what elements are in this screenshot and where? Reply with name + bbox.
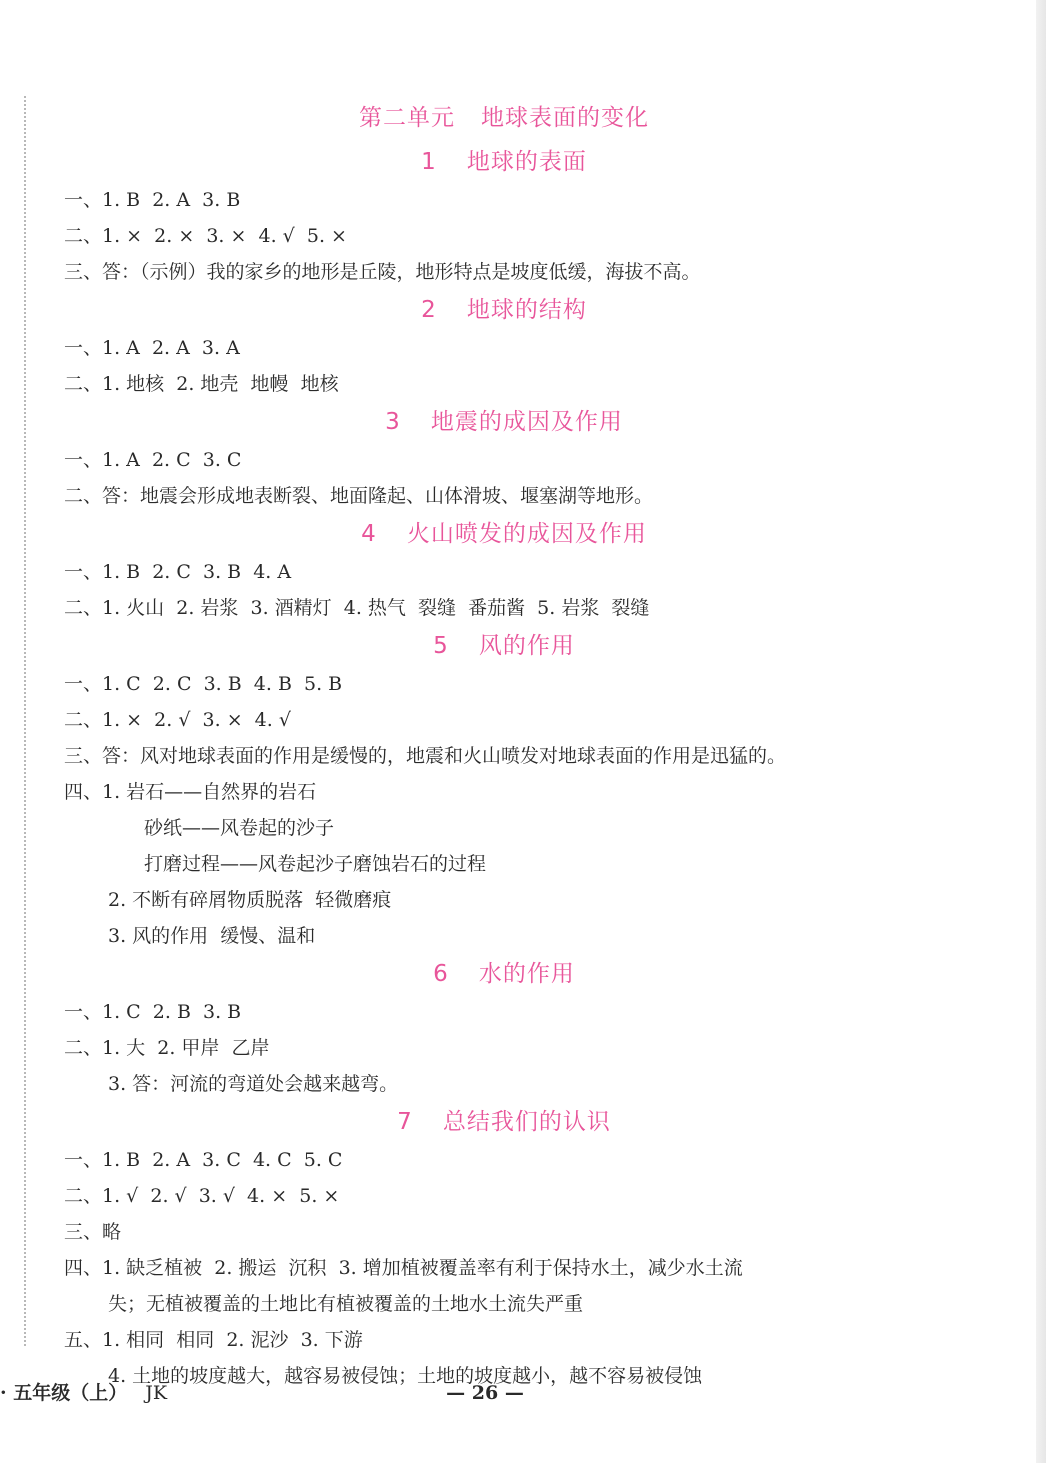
answer-line: 一、1. A 2. C 3. C: [64, 449, 242, 471]
answer-line: 一、1. B 2. C 3. B 4. A: [64, 561, 292, 583]
section-number: 2: [421, 297, 437, 323]
section-title-6: [64, 954, 944, 994]
section-title-text: 水的作用: [478, 961, 575, 987]
answer-line: 3. 答：河流的弯道处会越来越弯。: [108, 1073, 399, 1095]
section-title-text: 火山喷发的成因及作用: [406, 521, 647, 547]
answer-key-content: [64, 98, 944, 1394]
unit-title: [64, 98, 944, 138]
section-title-text: 地球的表面: [466, 149, 587, 175]
answer-line: 打磨过程——风卷起沙子磨蚀岩石的过程: [144, 853, 487, 875]
answer-line: 二、1. √ 2. √ 3. √ 4. × 5. ×: [64, 1185, 340, 1207]
unit-title-text: 地球表面的变化: [481, 105, 649, 131]
footer-code: JK: [145, 1382, 168, 1404]
answer-line: 二、1. 地核 2. 地壳 地幔 地核: [64, 373, 339, 395]
section-title-7: [64, 1102, 944, 1142]
section-number: 5: [433, 633, 449, 659]
section-title-text: 风的作用: [478, 633, 575, 659]
section-title-text: 总结我们的认识: [442, 1109, 611, 1135]
answer-line: 失；无植被覆盖的土地比有植被覆盖的土地水土流失严重: [108, 1293, 584, 1315]
answer-line: 五、1. 相同 相同 2. 泥沙 3. 下游: [64, 1329, 363, 1351]
answer-line: 一、1. A 2. A 3. A: [64, 337, 240, 359]
answer-line: 三、答：风对地球表面的作用是缓慢的，地震和火山喷发对地球表面的作用是迅猛的。: [64, 745, 787, 767]
section-title-3: [64, 402, 944, 442]
answer-line: 砂纸——风卷起的沙子: [144, 817, 335, 839]
section-number: 3: [385, 409, 401, 435]
answer-line: 4. 土地的坡度越大，越容易被侵蚀；土地的坡度越小，越不容易被侵蚀: [108, 1365, 703, 1387]
answer-line: 一、1. C 2. C 3. B 4. B 5. B: [64, 673, 343, 695]
answer-line: 二、1. 火山 2. 岩浆 3. 酒精灯 4. 热气 裂缝 番茄酱 5. 岩浆 裂缝: [64, 597, 650, 619]
answer-line: 一、1. B 2. A 3. B: [64, 189, 241, 211]
section-number: 4: [361, 521, 377, 547]
binding-margin-line: [24, 96, 26, 1346]
answer-line: 2. 不断有碎屑物质脱落 轻微磨痕: [108, 889, 392, 911]
section-number: 1: [421, 149, 437, 175]
page-number: — 26 —: [446, 1382, 524, 1404]
answer-line: 一、1. C 2. B 3. B: [64, 1001, 242, 1023]
page-footer: [0, 1378, 1036, 1408]
answer-line: 二、1. × 2. √ 3. × 4. √: [64, 709, 291, 731]
section-title-2: [64, 290, 944, 330]
footer-grade: · 五年级（上） JK: [0, 1382, 168, 1404]
answer-line: 二、答：地震会形成地表断裂、地面隆起、山体滑坡、堰塞湖等地形。: [64, 485, 654, 507]
answer-line: 三、答：（示例）我的家乡的地形是丘陵，地形特点是坡度低缓，海拔不高。: [64, 261, 701, 283]
answer-line: 一、1. B 2. A 3. C 4. C 5. C: [64, 1149, 343, 1171]
answer-line: 二、1. 大 2. 甲岸 乙岸: [64, 1037, 270, 1059]
section-title-1: [64, 142, 944, 182]
section-title-text: 地震的成因及作用: [430, 409, 623, 435]
answer-line: 二、1. × 2. × 3. × 4. √ 5. ×: [64, 225, 347, 247]
answer-line: 三、略: [64, 1221, 122, 1243]
section-number: 7: [397, 1109, 413, 1135]
section-title-4: [64, 514, 944, 554]
answer-line: 四、1. 缺乏植被 2. 搬运 沉积 3. 增加植被覆盖率有利于保持水土，减少水土流: [64, 1257, 743, 1279]
section-number: 6: [433, 961, 449, 987]
section-title-5: [64, 626, 944, 666]
page-edge: [1036, 0, 1046, 1463]
answer-line: 3. 风的作用 缓慢、温和: [108, 925, 316, 947]
unit-title-number: 第二单元: [359, 105, 455, 131]
answer-line: 四、1. 岩石——自然界的岩石: [64, 781, 317, 803]
section-title-text: 地球的结构: [466, 297, 587, 323]
